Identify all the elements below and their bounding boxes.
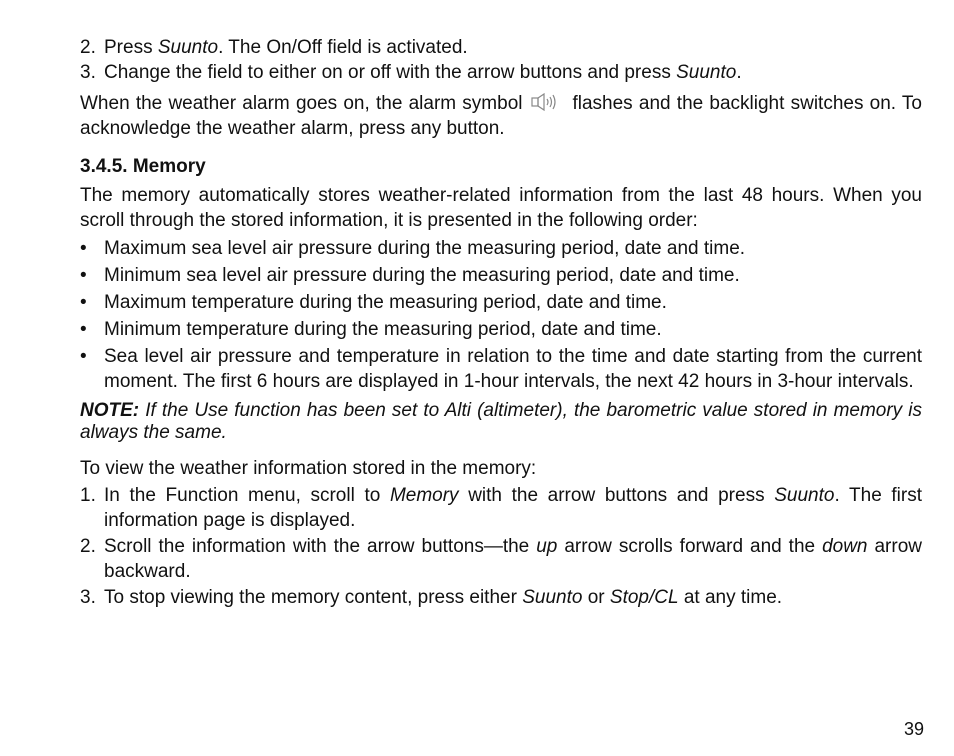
list-item-text: Maximum temperature during the measuring period, date and time. bbox=[104, 292, 667, 313]
step-item bbox=[80, 483, 922, 533]
alarm-text-pre: When the weather alarm goes on, the alarm symbol bbox=[80, 93, 523, 114]
note-paragraph bbox=[80, 400, 922, 444]
step-item bbox=[80, 585, 922, 610]
bullet-marker: • bbox=[80, 319, 87, 340]
step-text-part: Change the field to either on or off with the arrow buttons and press bbox=[104, 62, 677, 83]
list-item bbox=[80, 317, 922, 342]
page-number: 39 bbox=[903, 719, 924, 739]
step-text-part: at any time. bbox=[678, 587, 783, 608]
step-text-part: Press bbox=[104, 37, 158, 58]
step-text-part: Scroll the information with the arrow buttons—the bbox=[104, 536, 537, 557]
step-text-part: arrow backward. bbox=[104, 536, 922, 582]
step-item bbox=[80, 35, 922, 60]
bullet-marker: • bbox=[80, 346, 87, 367]
step-number: 2. bbox=[80, 37, 96, 58]
step-emphasis: down bbox=[822, 536, 868, 557]
step-text bbox=[104, 35, 922, 60]
list-item-text: Sea level air pressure and temperature in relation to the time and date starting from the current moment. The first 6 hours are displayed in 1-hour intervals, the next 42 hours in 3-hour intervals. bbox=[104, 346, 922, 392]
list-item bbox=[80, 344, 922, 394]
memory-intro: The memory automatically stores weather-related information from the last 48 hours. When you scroll through the stored information, it is presented in the following order: bbox=[80, 185, 922, 231]
step-text-part: To stop viewing the memory content, press either bbox=[104, 587, 523, 608]
list-item bbox=[80, 290, 922, 315]
list-item bbox=[80, 263, 922, 288]
step-text-part: with the arrow buttons and press bbox=[458, 485, 775, 506]
step-text bbox=[104, 483, 922, 533]
view-intro: To view the weather information stored in the memory: bbox=[80, 458, 537, 479]
step-emphasis: Suunto bbox=[157, 37, 219, 58]
step-number: 1. bbox=[80, 485, 96, 506]
step-emphasis: Suunto bbox=[676, 62, 737, 83]
view-steps bbox=[80, 483, 922, 610]
step-text bbox=[104, 60, 922, 85]
alarm-text-post: flashes and the backlight switches on. To acknowledge the weather alarm, press any button. bbox=[80, 93, 922, 139]
manual-page-body bbox=[80, 35, 922, 610]
step-text-part: . The On/Off field is activated. bbox=[218, 37, 468, 58]
step-number: 2. bbox=[80, 536, 96, 557]
bullet-list bbox=[80, 236, 922, 394]
step-text-part: . The first information page is displayed. bbox=[104, 485, 923, 531]
section-heading: 3.4.5. Memory bbox=[80, 156, 206, 177]
step-text bbox=[104, 585, 922, 610]
step-emphasis: Suunto bbox=[522, 587, 583, 608]
step-item bbox=[80, 60, 922, 85]
note-label: NOTE: bbox=[80, 400, 140, 421]
alarm-paragraph bbox=[80, 91, 922, 141]
list-item-text: Maximum sea level air pressure during the measuring period, date and time. bbox=[104, 238, 746, 259]
bullet-marker: • bbox=[80, 238, 87, 259]
step-emphasis: Suunto bbox=[774, 485, 835, 506]
bullet-marker: • bbox=[80, 265, 87, 286]
list-item bbox=[80, 236, 922, 261]
step-number: 3. bbox=[80, 587, 96, 608]
list-item-text: Minimum sea level air pressure during the measuring period, date and time. bbox=[104, 265, 740, 286]
step-emphasis: Memory bbox=[389, 485, 459, 506]
step-emphasis: up bbox=[536, 536, 558, 557]
step-text-part: . bbox=[736, 62, 742, 83]
alarm-speaker-icon bbox=[530, 92, 560, 112]
step-text-part: arrow scrolls forward and the bbox=[557, 536, 823, 557]
list-item-text: Minimum temperature during the measuring period, date and time. bbox=[104, 319, 662, 340]
step-number: 3. bbox=[80, 62, 96, 83]
bullet-marker: • bbox=[80, 292, 87, 313]
step-emphasis: Stop/CL bbox=[609, 587, 679, 608]
step-text-part: In the Function menu, scroll to bbox=[104, 485, 390, 506]
step-text-part: or bbox=[582, 587, 610, 608]
step-item bbox=[80, 534, 922, 584]
note-text: If the Use function has been set to Alti (altimeter), the barometric value stored in memory is always the same. bbox=[80, 400, 922, 443]
step-text bbox=[104, 534, 922, 584]
